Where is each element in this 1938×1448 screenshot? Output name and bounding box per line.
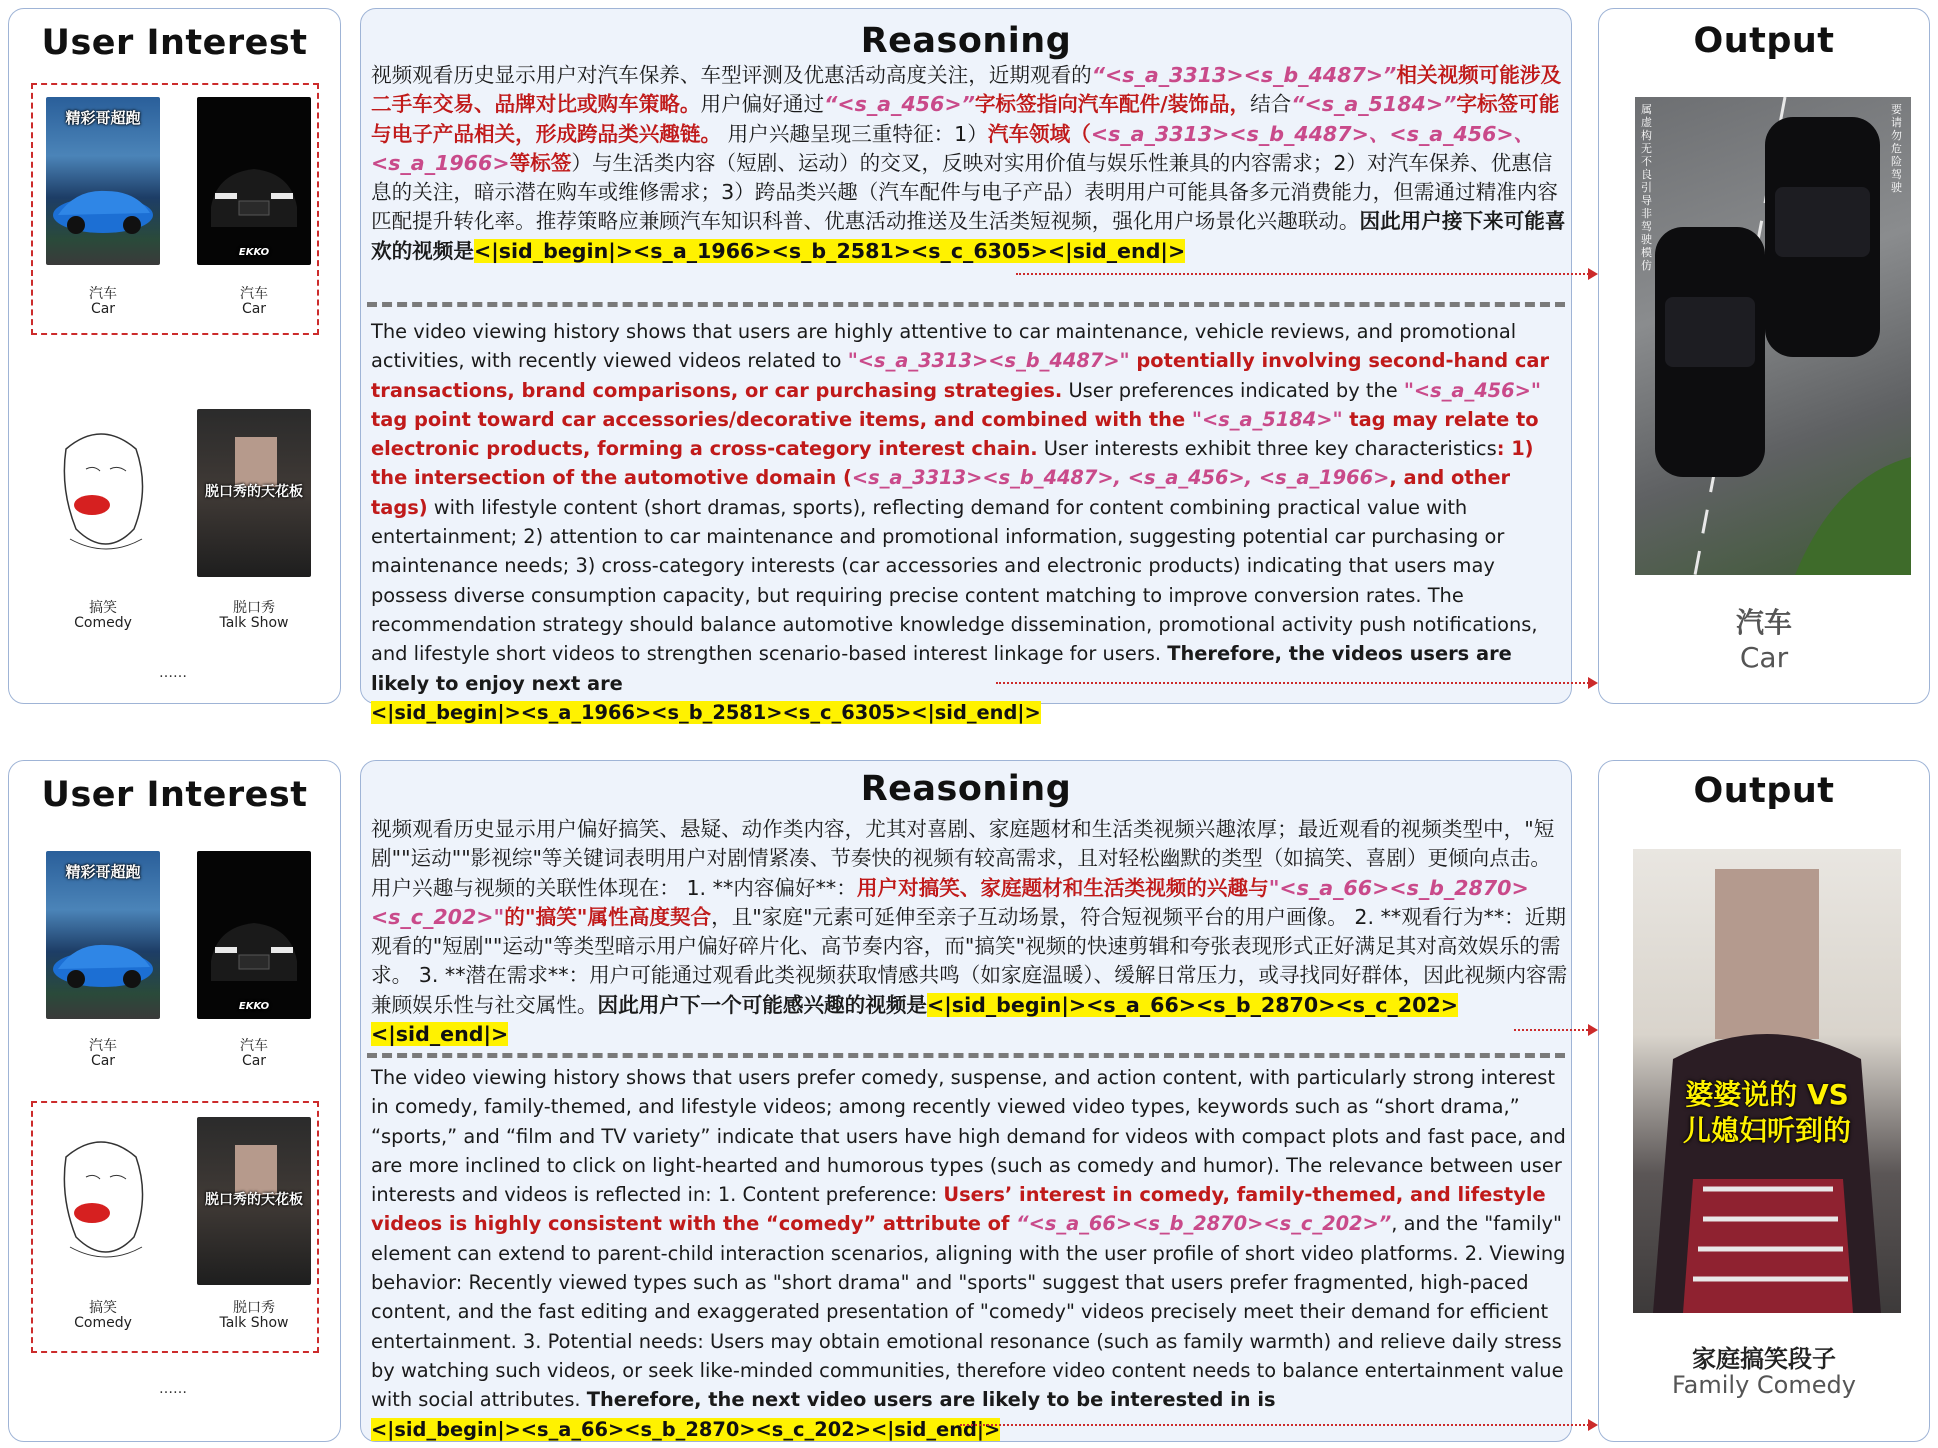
tag-span: <s_a_3313><s_b_4487>, <s_a_456>, <s_a_1966> [851,466,1390,490]
reasoning-en-text [371,317,1571,727]
emphasis-span: Users’ interest in comedy, family-themed, and lifestyle videos is highly consistent with the “comedy” attribute of [371,1183,1546,1236]
output-panel-1 [1598,8,1930,704]
reasoning-cn-text [371,61,1571,266]
tag-span: “<s_a_3313><s_b_4487>” [1091,63,1397,87]
reasoning-title: Reasoning [860,769,1072,809]
output-label-en: Family Comedy [1672,1371,1856,1399]
emphasis-span: tag point toward car accessories/decorative items, and combined with the [371,407,1192,431]
thumb-label-talk-show [194,1301,314,1331]
output-panel-2 [1598,760,1930,1442]
reasoning-panel-2 [360,760,1572,1442]
label-en: Car [241,301,267,317]
label-en: Talk Show [219,1315,289,1331]
label-en: Car [90,1053,116,1069]
talk-show-thumbnail [197,1117,311,1285]
emphasis-span: 字标签可能与电子产品相关，形成跨品类兴趣链。 [371,92,1560,146]
label-en: Comedy [74,1315,132,1331]
conclusion-span: Therefore, the next video users are likely to be interested in is [586,1388,1276,1412]
text-span: 用户偏好通过 [700,92,825,117]
label-en: Car [90,301,116,317]
dark-car-image [197,97,311,265]
emphasis-span: 的"搞笑"属性高度契合 [504,904,712,929]
thumb-overlay-text: EKKO [238,1001,270,1012]
tag-span: <s_a_3313><s_b_4487>、<s_a_456>、<s_a_1966> [371,121,1535,175]
thumb-label-car-1 [43,287,163,317]
comedy-cartoon-image [46,409,160,577]
tag-span: "<s_a_456>" [1403,378,1542,402]
sports-car-image [46,97,160,265]
tag-span: “<s_a_66><s_b_2870><s_c_202>” [1016,1212,1392,1236]
semantic-id-highlight: <|sid_begin|><s_a_66><s_b_2870><s_c_202><|sid_end|> [371,992,1459,1047]
thumb-overlay-text: EKKO [238,247,270,258]
label-en: Talk Show [219,615,289,631]
semantic-id-highlight: <|sid_begin|><s_a_1966><s_b_2581><s_c_6305><|sid_end|> [473,238,1186,263]
user-interest-title: User Interest [41,23,308,63]
tag-span: "<s_a_5184>" [1191,407,1343,431]
car-thumbnail-1 [46,851,160,1019]
thumb-label-comedy [43,601,163,631]
text-span: User preferences indicated by the [1062,378,1404,402]
user-interest-title: User Interest [41,775,308,815]
emphasis-span: 等标签 [509,150,572,175]
output-comedy-image [1633,849,1901,1313]
output-title: Output [1693,21,1835,61]
text-span: 结合 [1250,92,1292,117]
label-cn: 搞笑 [89,600,117,616]
thumb-label-car-2 [194,1039,314,1069]
text-span: with lifestyle content (short dramas, sports), reflecting demand for content combining practical value with entertainment; 2) attention to car maintenance and promotional information, suggesting potential car purchasing or maintenance needs; 3) cross-category interests (car accessories and electronic products) indicating that users may possess diverse consumption capacity, but requiring precise content matching to improve conversion rates. The recommendation strategy should balance automotive knowledge dissemination, promotional activity push notifications, and lifestyle short videos to strengthen scenario-based interest linkage for users. [371,495,1538,666]
output-car-image [1635,97,1911,575]
reasoning-panel-1 [360,8,1572,724]
thumb-label-comedy [43,1301,163,1331]
emphasis-span: tag may relate to electronic products, forming a cross-category interest chain. [371,407,1539,461]
output-label-cn: 汽车 [1735,606,1792,639]
text-span: 视频观看历史显示用户偏好搞笑、悬疑、动作类内容，尤其对喜剧、家庭题材和生活类视频兴趣浓厚；最近观看的视频类型中，"短剧""运动""影视综"等关键词表明用户对剧情紧凑、节奏快的视频有较高需求，且对轻松幽默的类型（如搞笑、喜剧）更倾向点击。 用户兴趣与视频的关联性体现在： 1. **内容偏好**： [371,817,1555,900]
talk-show-thumbnail [197,409,311,577]
thumb-overlay-text: 精彩哥超跑 [65,863,141,881]
emphasis-span: 用户对搞笑、家庭题材和生活类视频的兴趣与 [856,875,1269,900]
arrow-to-output [1514,1029,1596,1031]
comedy-thumbnail [46,409,160,577]
label-cn: 汽车 [89,1038,117,1054]
label-cn: 脱口秀 [233,1300,275,1316]
text-span: The video viewing history shows that users are highly attentive to car maintenance, vehicle reviews, and promotional activities, with recently viewed videos related to [371,320,1517,373]
arrow-to-output [1016,273,1596,275]
more-ellipsis: …… [159,665,187,681]
output-label-cn: 家庭搞笑段子 [1692,1345,1836,1373]
label-cn: 搞笑 [89,1300,117,1316]
semantic-id-highlight: <|sid_begin|><s_a_66><s_b_2870><s_c_202><|sid_end|> [371,1417,1001,1441]
two-cars-image [1635,97,1911,575]
car-thumbnail-2 [197,97,311,265]
tag-span: "<s_a_3313><s_b_4487>" [847,349,1130,373]
text-span: ）与生活类内容（短剧、运动）的交叉，反映对实用价值与娱乐性兼具的内容需求；2）对汽车保养、优惠信息的关注，暗示潜在购车或维修需求；3）跨品类兴趣（汽车配件与电子产品）表明用户可能具备多元消费能力，但需通过精准内容匹配提升转化率。推荐策略应兼顾汽车知识科普、优惠活动推送及生活类短视频，强化用户场景化兴趣联动。 [371,150,1558,234]
text-span: 用户兴趣呈现三重特征：1） [721,121,988,146]
label-cn: 汽车 [240,286,268,302]
reasoning-en-text [371,1063,1571,1444]
sports-car-image [46,851,160,1019]
thumb-overlay-text: 精彩哥超跑 [65,109,141,127]
thumb-label-car-1 [43,1039,163,1069]
label-cn: 汽车 [89,286,117,302]
thumb-overlay-text: 脱口秀的天花板 [205,484,303,500]
text-span: The video viewing history shows that users prefer comedy, suspense, and action content, with particularly strong interest in comedy, family-themed, and lifestyle videos; among recently viewed video types, keywords such as “short drama,” “sports,” and “film and TV variety” indicate that users have high demand for videos with compact plots and fast pace, and are more inclined to click on light-hearted and humorous types (such as comedy and humor). The relevance between user interests and videos is reflected in: 1. Content preference: [371,1066,1566,1207]
conclusion-span: Therefore, the videos users are likely to enjoy next are [371,642,1512,695]
tag-span: “<s_a_5184>” [1291,92,1457,117]
blurred-face [235,437,277,487]
comedy-cartoon-image [46,1117,160,1285]
emphasis-span: 汽车领域（ [987,121,1091,146]
text-span: User interests exhibit three key characteristics [1037,437,1497,461]
tag-span: “<s_a_456>” [824,92,975,117]
comedy-thumbnail [46,1117,160,1285]
emphasis-span: : 1) the intersection of the automotive domain ( [371,437,1534,490]
label-en: Comedy [74,615,132,631]
emphasis-span: , and other tags) [371,466,1511,519]
user-interest-panel-1 [8,8,341,704]
text-span: 视频观看历史显示用户对汽车保养、车型评测及优惠活动高度关注，近期观看的 [371,63,1092,87]
label-en: Car [241,1053,267,1069]
output-title: Output [1693,771,1835,811]
thumb-overlay-text: 脱口秀的天花板 [205,1192,303,1208]
thumb-label-car-2 [194,287,314,317]
label-cn: 汽车 [240,1038,268,1054]
dark-car-image [197,851,311,1019]
section-divider [367,1053,1565,1058]
conclusion-span: 因此用户下一个可能感兴趣的视频是 [597,992,928,1017]
output-side-caption-right: 要 请勿危险驾驶 [1891,103,1902,194]
emphasis-span: 相关视频可能涉及二手车交易、品牌对比或购车策略。 [371,63,1562,117]
text-span: ，且"家庭"元素可延伸至亲子互动场景，符合短视频平台的用户画像。 2. **观看行为**：近期观看的"短剧""运动"等类型暗示用户偏好碎片化、高节奏内容，而"搞笑"视频的快速剪辑和夸张表现形式正好满足其对高效娱乐的需求。 3. **潜在需求**：用户可能通过观看此类视频获取情感共鸣（如家庭温暖）、缓解日常压力，或寻找同好群体，因此视频内容需兼顾娱乐性与社交属性。 [371,904,1568,1017]
section-divider [367,302,1565,307]
car-thumbnail-1 [46,97,160,265]
output-side-caption-left: 属虚构 无不良引导 非驾驶模仿 [1641,103,1652,272]
car-thumbnail-2 [197,851,311,1019]
output-overlay-text: 婆婆说的 VS 儿媳妇听到的 [1682,1078,1851,1147]
more-ellipsis: …… [159,1381,187,1397]
reasoning-title: Reasoning [860,21,1072,61]
thumb-label-talk-show [194,601,314,631]
user-interest-panel-2 [8,760,341,1442]
emphasis-span: 字标签指向汽车配件/装饰品， [974,92,1251,117]
text-span: , and the "family" element can extend to parent-child interaction scenarios, aligning with the user profile of short video platforms. 2. Viewing behavior: Recently viewed types such as "short drama" and "sports" suggest that users prefer fragmented, high-paced content, and the fast editing and exaggerated presentation of "comedy" videos precisely meet their demand for efficient entertainment. 3. Potential needs: Users may obtain emotional resonance (such as family warmth) and relieve daily stress by watching such videos, or seek like-minded communities, therefore video content needs to balance entertainment value with social attributes. [371,1212,1566,1412]
reasoning-cn-text [371,815,1571,1049]
blurred-face [235,1145,277,1195]
arrow-to-output [996,682,1596,684]
emphasis-span: potentially involving second-hand car transactions, brand comparisons, or car purchasing strategies. [371,349,1550,402]
arrow-to-output [960,1424,1596,1426]
conclusion-span: 因此用户接下来可能喜欢的视频是 [371,209,1566,263]
tag-span: "<s_a_66><s_b_2870><s_c_202>" [371,875,1529,929]
semantic-id-highlight: <|sid_begin|><s_a_1966><s_b_2581><s_c_6305><|sid_end|> [371,700,1041,724]
output-label-en: Car [1739,641,1789,674]
label-cn: 脱口秀 [233,600,275,616]
